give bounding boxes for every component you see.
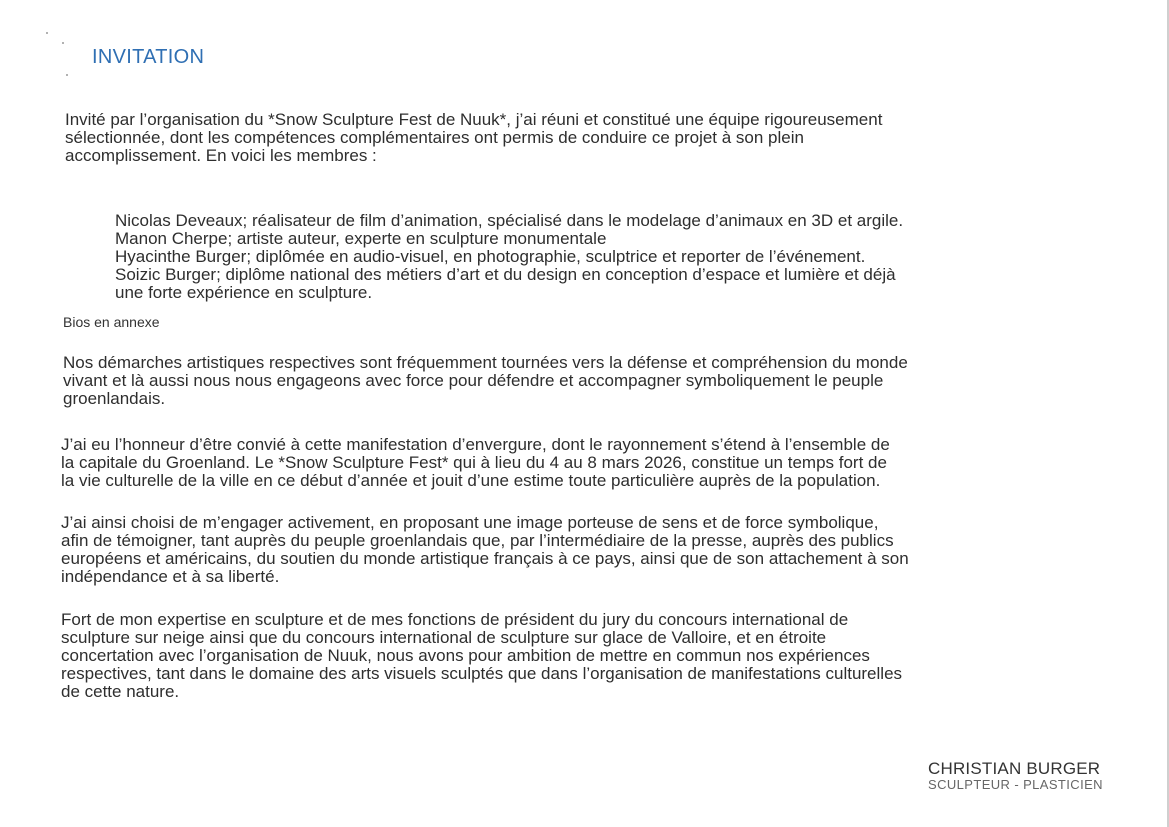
scan-speck (46, 32, 48, 34)
signature-block (928, 760, 1128, 792)
member-item: Manon Cherpe; artiste auteur, experte en sculpture monumentale (115, 229, 607, 248)
paragraph-honneur: J’ai eu l’honneur d’être convié à cette manifestation d’envergure, dont le rayonnement s’étend à l’ensemble de la capitale du Groenland. Le *Snow Sculpture Fest* qui à lieu du 4 au 8 mars 2026, constitue un temps fort de la vie culturelle de la ville en ce début d’année et jouit d’une estime toute particulière auprès de la population. (61, 435, 890, 490)
paragraph-expertise: Fort de mon expertise en sculpture et de mes fonctions de président du jury du concours international de sculpture sur neige ainsi que du concours international de sculpture sur glace de Valloire, et en étroite concertation avec l’organisation de Nuuk, nous avons pour ambition de mettre en commun nos expériences respectives, tant dans le domaine des arts visuels sculptés que dans l’organisation de manifestations culturelles de cette nature. (61, 610, 903, 701)
paragraph-demarches: Nos démarches artistiques respectives sont fréquemment tournées vers la défense et compréhension du monde vivant et là aussi nous nous engageons avec force pour défendre et accompagner symboliquement le peuple groenlandais. (63, 353, 908, 408)
member-item: Hyacinthe Burger; diplômée en audio-visuel, en photographie, sculptrice et reporter de l’événement. (115, 247, 866, 266)
paragraph-engagement: J’ai ainsi choisi de m’engager activement, en proposant une image porteuse de sens et de force symbolique, afin de témoigner, tant auprès du peuple groenlandais que, par l’intermédiaire de la presse, auprès des publics européens et américains, du soutien du monde artistique français à ce pays, ainsi que de son attachement à son indépendance et à sa liberté. (61, 513, 909, 586)
scan-speck (66, 74, 68, 76)
team-members-list (115, 212, 1055, 302)
bios-note: Bios en annexe (63, 314, 160, 330)
scan-speck (62, 42, 64, 44)
intro-paragraph: Invité par l’organisation du *Snow Sculpture Fest de Nuuk*, j’ai réuni et constitué une équipe rigoureusement sélectionnée, dont les compétences complémentaires ont permis de conduire ce projet à son plein accomplissement. En voici les membres : (65, 110, 883, 165)
signature-role: SCULPTEUR - PLASTICIEN (928, 777, 1103, 792)
document-title: INVITATION (92, 46, 205, 68)
member-item: Nicolas Deveaux; réalisateur de film d’animation, spécialisé dans le modelage d’animaux en 3D et argile. (115, 211, 904, 230)
signature-name: CHRISTIAN BURGER (928, 759, 1101, 778)
member-item: Soizic Burger; diplôme national des métiers d’art et du design en conception d’espace et lumière et déjà une forte expérience en sculpture. (115, 265, 896, 302)
